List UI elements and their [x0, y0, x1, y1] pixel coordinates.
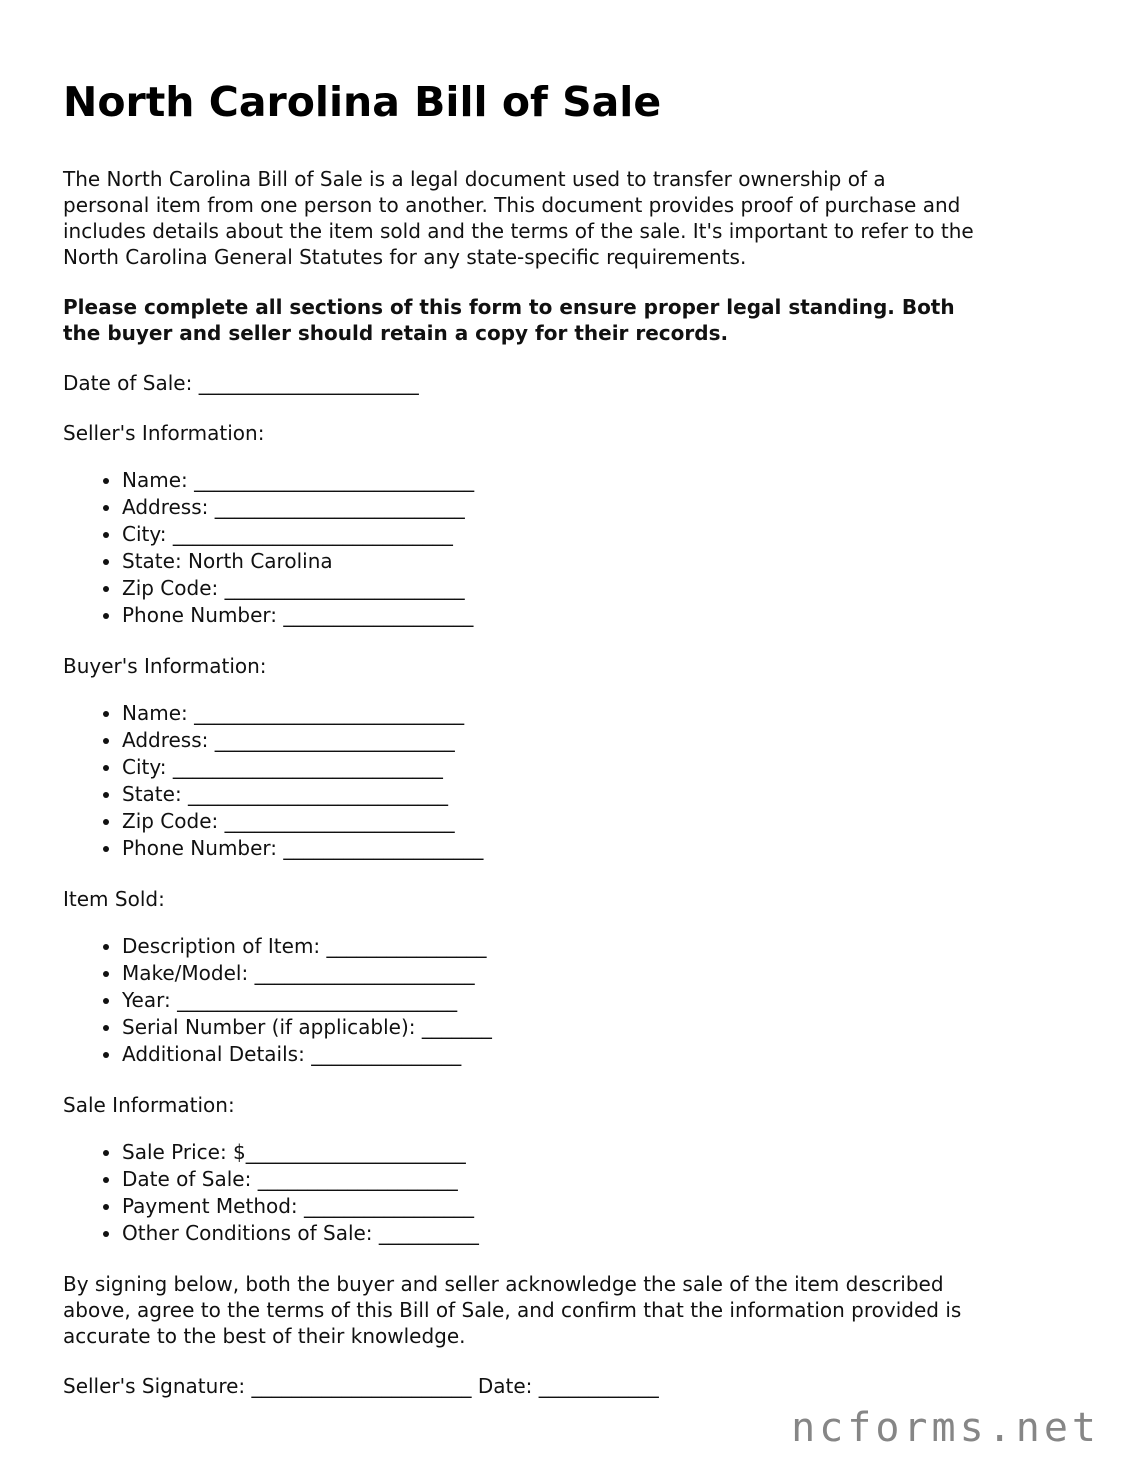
sale-info-list: [63, 1139, 1103, 1247]
blank-line: _______: [415, 1015, 492, 1039]
signature-line: [63, 1373, 1103, 1399]
intro-line-3: includes details about the item sold and the terms of the sale. It's important to refer to the: [63, 219, 974, 243]
date-of-sale-label: Date of Sale:: [63, 371, 193, 395]
blank-line: ______________________: [248, 961, 475, 985]
blank-line: _________________: [297, 1194, 475, 1218]
blank-line: ____________________________: [187, 468, 475, 492]
blank-line: _______________: [304, 1042, 462, 1066]
field-label: Serial Number (if applicable):: [122, 1015, 416, 1039]
field-other-conditions: [122, 1220, 1103, 1247]
field-item-year: [122, 987, 1103, 1014]
field-label: Phone Number:: [122, 603, 278, 627]
field-buyer-state: [122, 781, 1103, 808]
section-heading-item-sold: Item Sold:: [63, 887, 165, 911]
section-heading-seller: Seller's Information:: [63, 421, 265, 445]
seller-signature-label: Seller's Signature:: [63, 1374, 246, 1398]
signature-date-label: Date:: [471, 1374, 533, 1398]
blank-line: _________________________: [208, 495, 465, 519]
field-buyer-city: [122, 754, 1103, 781]
field-label: Date of Sale:: [122, 1167, 252, 1191]
section-heading-buyer: Buyer's Information:: [63, 654, 267, 678]
blank-line: ___________________________: [187, 701, 465, 725]
blank-line: ____________________: [251, 1167, 458, 1191]
field-label: Address:: [122, 728, 209, 752]
notice-line-1: Please complete all sections of this form to ensure proper legal standing. Both: [63, 295, 955, 319]
field-label: Sale Price: $: [122, 1140, 246, 1164]
blank-line: ___________________: [277, 603, 474, 627]
blank-line: __________________________: [181, 782, 449, 806]
field-label: Address:: [122, 495, 209, 519]
field-label: City:: [122, 522, 167, 546]
item-sold-list: [63, 933, 1103, 1068]
field-label: City:: [122, 755, 167, 779]
field-label: State:: [122, 549, 182, 573]
closing-paragraph: [63, 1271, 1103, 1349]
field-label: Other Conditions of Sale:: [122, 1221, 373, 1245]
field-label: Phone Number:: [122, 836, 278, 860]
blank-line: ______________________: [245, 1140, 466, 1164]
section-heading-sale-info: Sale Information:: [63, 1093, 235, 1117]
closing-line-3: accurate to the best of their knowledge.: [63, 1324, 466, 1348]
seller-signature-blank: ______________________: [245, 1374, 472, 1398]
field-label: Zip Code:: [122, 809, 219, 833]
field-seller-zip: [122, 575, 1103, 602]
blank-line: ________________________: [218, 576, 465, 600]
field-seller-city: [122, 521, 1103, 548]
intro-line-2: personal item from one person to another. This document provides proof of purchase and: [63, 193, 961, 217]
field-label: State:: [122, 782, 182, 806]
field-label: Make/Model:: [122, 961, 249, 985]
blank-line: ___________________________: [166, 755, 443, 779]
blank-line: ____________________: [277, 836, 484, 860]
field-label: Year:: [122, 988, 171, 1012]
field-item-additional-details: [122, 1041, 1103, 1068]
watermark-ncforms: ncforms.net: [791, 1405, 1100, 1451]
blank-line: ________________: [320, 934, 487, 958]
date-of-sale-line: [63, 370, 1103, 396]
intro-paragraph: [63, 166, 1103, 270]
field-label: Name:: [122, 468, 188, 492]
field-seller-name: [122, 467, 1103, 494]
closing-line-2: above, agree to the terms of this Bill of Sale, and confirm that the information provided is: [63, 1298, 962, 1322]
date-of-sale-blank: ______________________: [192, 371, 419, 395]
field-buyer-name: [122, 700, 1103, 727]
blank-line: ________________________: [208, 728, 455, 752]
blank-line: ____________________________: [170, 988, 458, 1012]
field-item-serial-number: [122, 1014, 1103, 1041]
field-seller-phone: [122, 602, 1103, 629]
field-buyer-zip: [122, 808, 1103, 835]
field-sale-date: [122, 1166, 1103, 1193]
field-item-make-model: [122, 960, 1103, 987]
blank-line: __________: [372, 1221, 479, 1245]
notice-line-2: the buyer and seller should retain a copy for their records.: [63, 321, 729, 345]
field-buyer-address: [122, 727, 1103, 754]
field-label: Additional Details:: [122, 1042, 305, 1066]
field-seller-address: [122, 494, 1103, 521]
field-label: Payment Method:: [122, 1194, 298, 1218]
field-seller-state: [122, 548, 1103, 575]
field-label: Name:: [122, 701, 188, 725]
signature-date-blank: ____________: [532, 1374, 659, 1398]
field-label: Description of Item:: [122, 934, 321, 958]
field-label: Zip Code:: [122, 576, 219, 600]
closing-line-1: By signing below, both the buyer and seller acknowledge the sale of the item described: [63, 1272, 944, 1296]
field-item-description: [122, 933, 1103, 960]
page-title: North Carolina Bill of Sale: [63, 78, 662, 126]
notice-paragraph: [63, 294, 1103, 346]
field-payment-method: [122, 1193, 1103, 1220]
intro-line-4: North Carolina General Statutes for any state-specific requirements.: [63, 245, 747, 269]
field-value: North Carolina: [181, 549, 333, 573]
intro-line-1: The North Carolina Bill of Sale is a legal document used to transfer ownership of a: [63, 167, 886, 191]
field-sale-price: [122, 1139, 1103, 1166]
field-buyer-phone: [122, 835, 1103, 862]
buyer-info-list: [63, 700, 1103, 862]
blank-line: _______________________: [218, 809, 455, 833]
blank-line: ____________________________: [166, 522, 453, 546]
seller-info-list: [63, 467, 1103, 629]
